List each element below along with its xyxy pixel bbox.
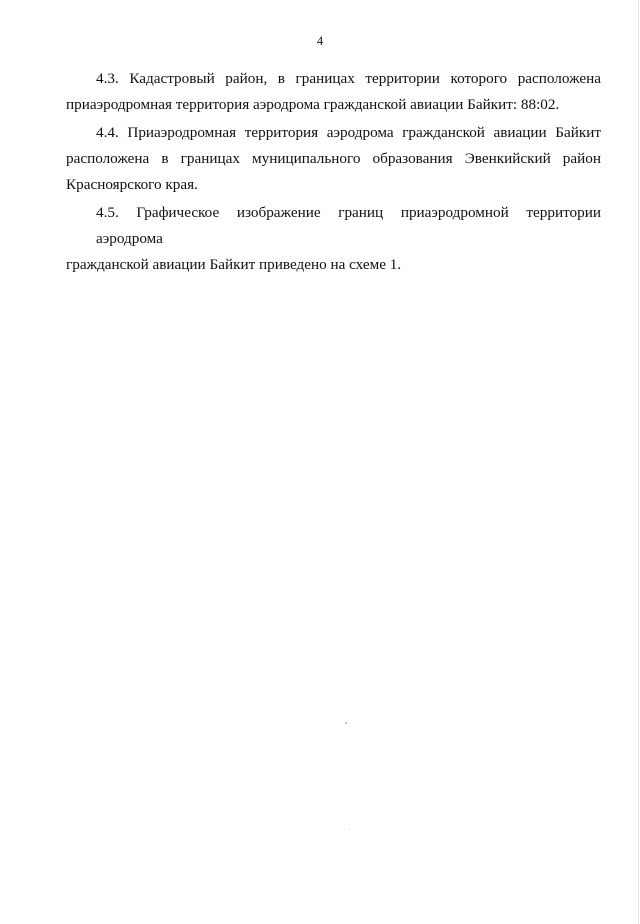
paragraph-line: Красноярского края. xyxy=(66,176,198,193)
document-body xyxy=(66,66,601,280)
paragraph-4-5 xyxy=(66,200,601,278)
paragraph-line: приаэродромная территория аэродрома гражданской авиации Байкит: 88:02. xyxy=(66,96,560,113)
paragraph-line: 4.4. Приаэродромная территория аэродрома гражданской авиации Байкит xyxy=(96,124,601,141)
scan-speck xyxy=(345,722,347,724)
page-number: 4 xyxy=(316,34,324,48)
paragraph-4-4 xyxy=(66,120,601,198)
paragraph-line: 4.3. Кадастровый район, в границах территории которого расположена xyxy=(96,70,601,87)
paragraph-line: расположена в границах муниципального образования Эвенкийский район xyxy=(66,150,601,167)
scan-edge xyxy=(638,0,639,924)
paragraph-line: 4.5. Графическое изображение границ приаэродромной территории аэродрома xyxy=(96,204,601,247)
scan-speck xyxy=(349,829,350,830)
paragraph-4-3 xyxy=(66,66,601,118)
paragraph-line: гражданской авиации Байкит приведено на схеме 1. xyxy=(66,256,402,273)
